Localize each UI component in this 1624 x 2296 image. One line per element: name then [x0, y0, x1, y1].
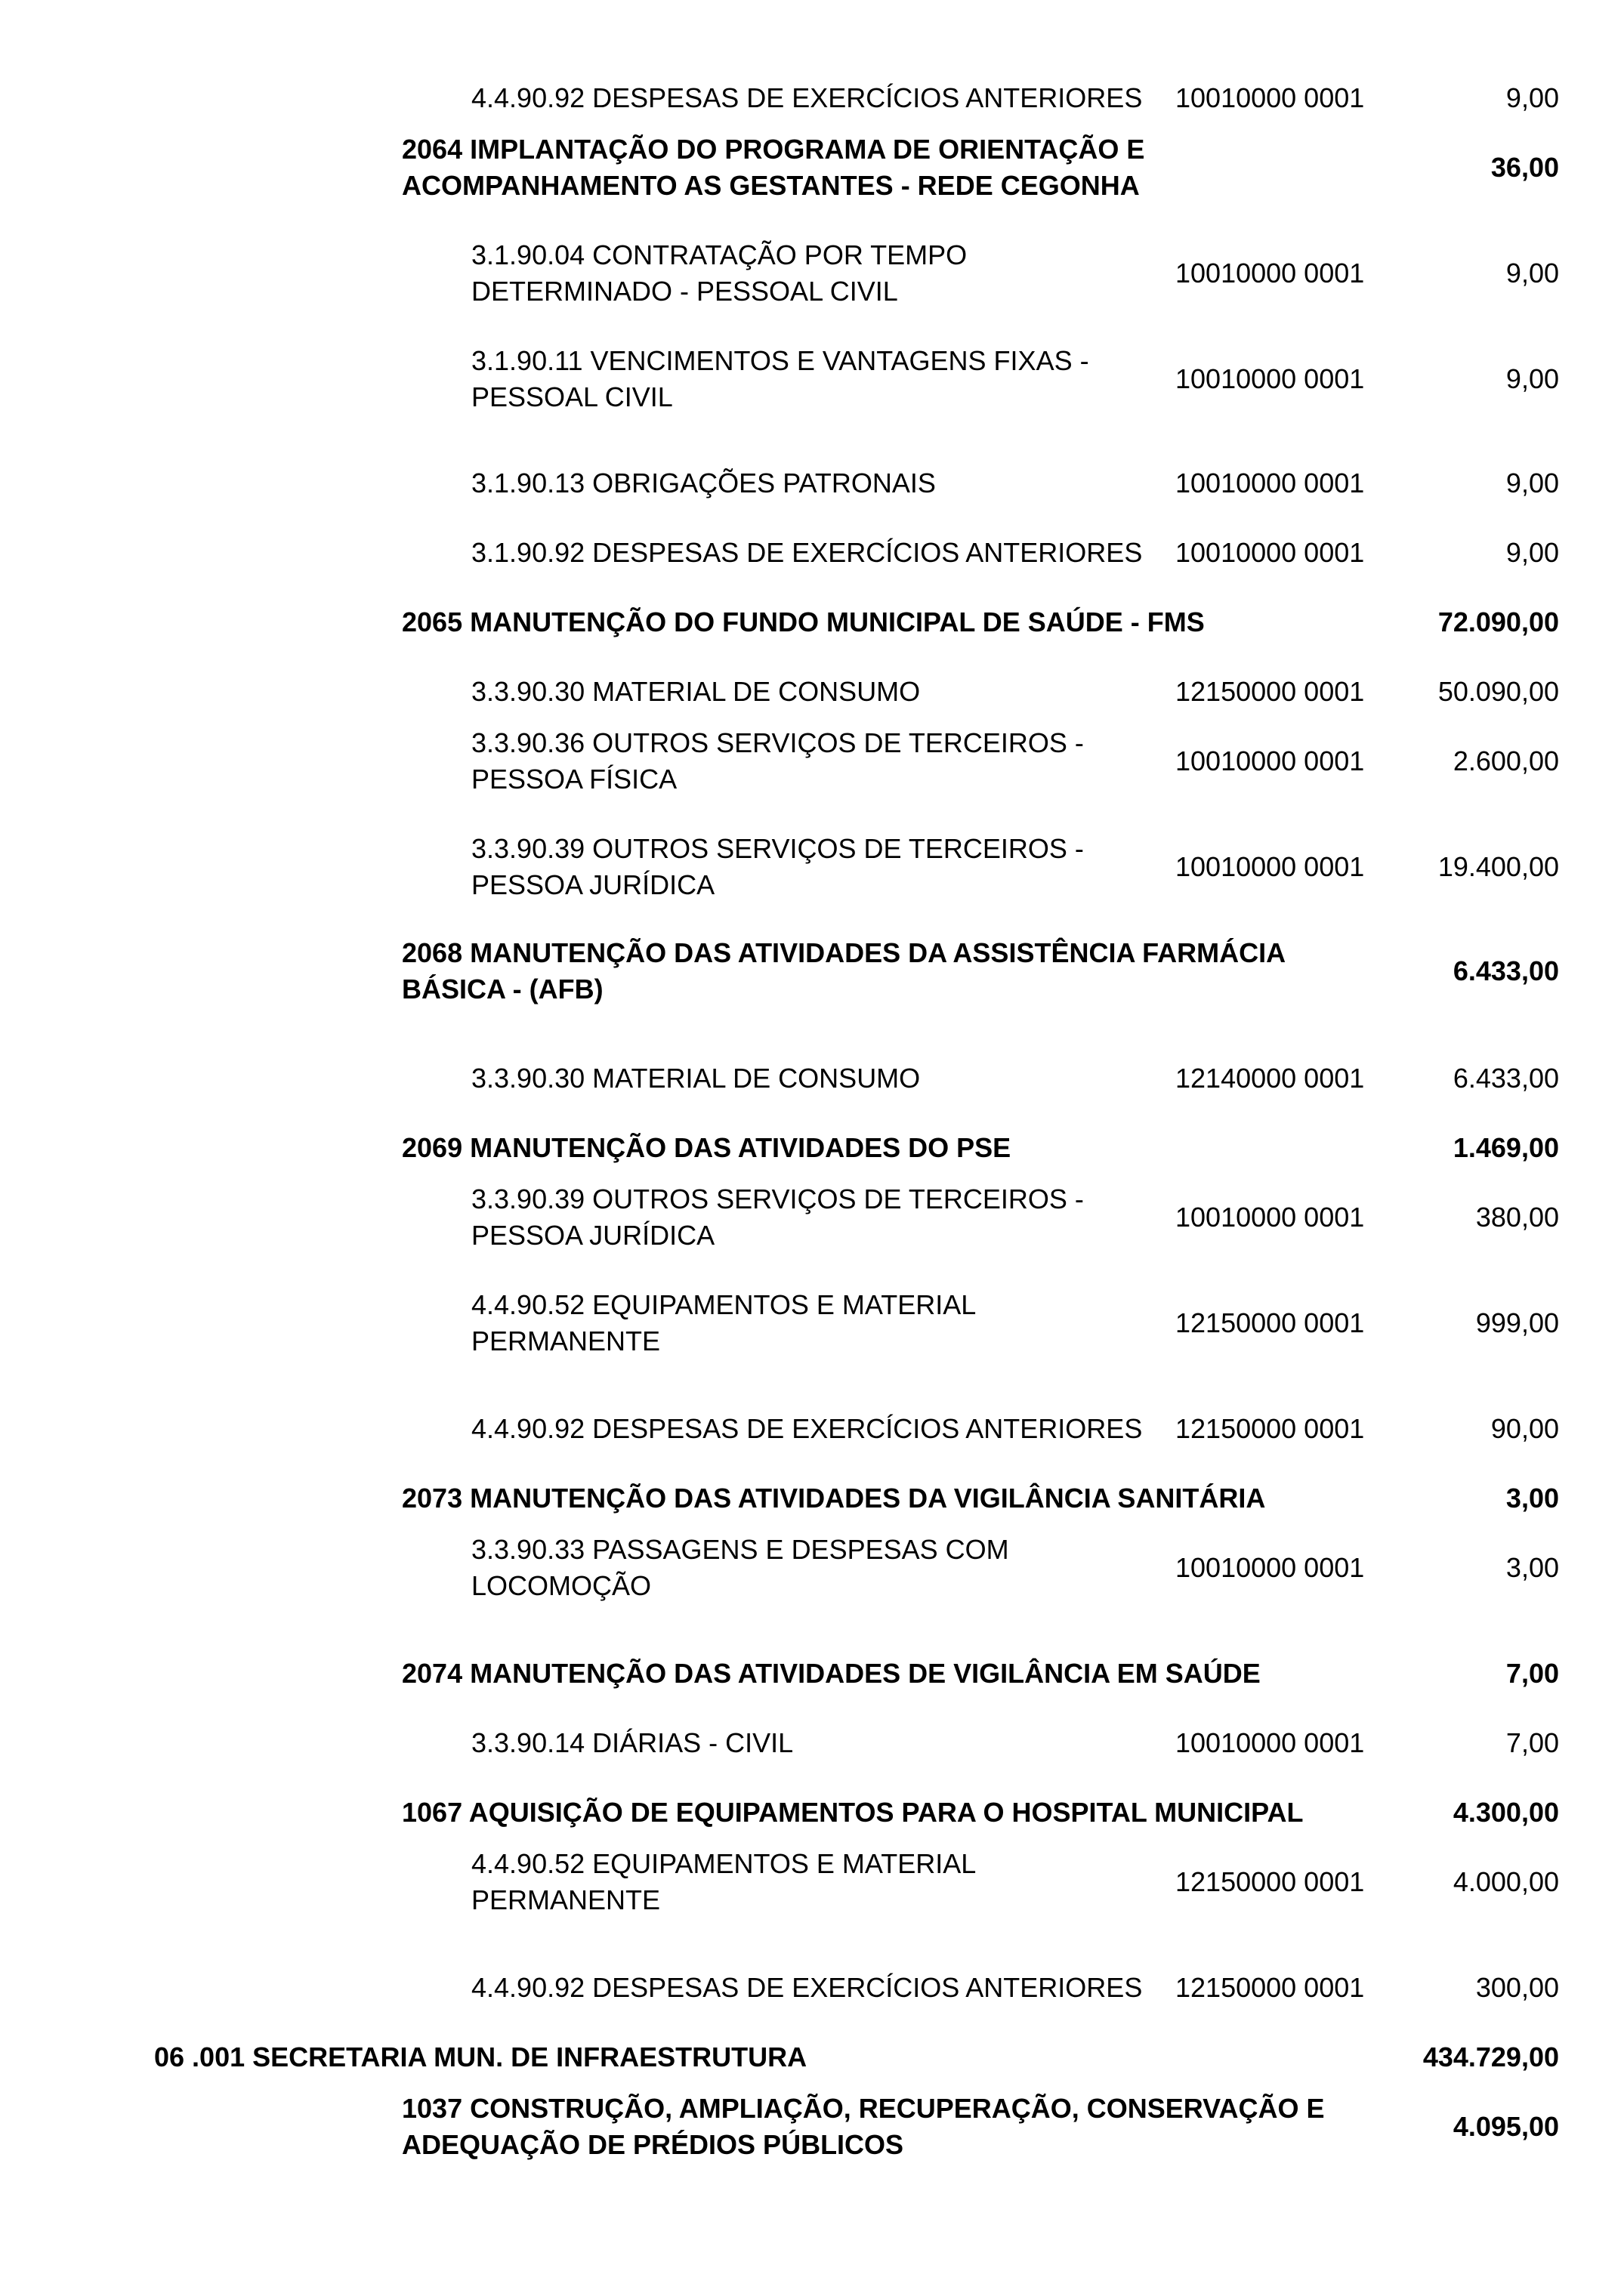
amount-value: 7,00 — [1505, 1658, 1559, 1689]
amount-value: 50.090,00 — [1437, 676, 1559, 707]
row-description — [471, 465, 1151, 501]
row-description — [471, 1287, 1151, 1359]
amount-value: 6.433,00 — [1453, 1063, 1559, 1094]
funding-source: 10010000 0001 — [1175, 363, 1365, 394]
row-description — [471, 674, 1151, 710]
description-line: 3.3.90.39 OUTROS SERVIÇOS DE TERCEIROS - — [471, 833, 1084, 864]
row-description — [402, 1130, 1384, 1166]
description-line: 4.4.90.52 EQUIPAMENTOS E MATERIAL — [471, 1848, 977, 1879]
row-description — [402, 131, 1384, 204]
amount-value: 4.000,00 — [1453, 1866, 1559, 1897]
row-description — [471, 1846, 1151, 1918]
funding-source: 12150000 0001 — [1175, 676, 1365, 707]
funding-source: 12150000 0001 — [1175, 1307, 1365, 1338]
description-line: 2065 MANUTENÇÃO DO FUNDO MUNICIPAL DE SAÚDE - FMS — [402, 606, 1205, 637]
description-line: 1037 CONSTRUÇÃO, AMPLIAÇÃO, RECUPERAÇÃO, CONSERVAÇÃO E — [402, 2093, 1325, 2124]
row-description — [471, 80, 1151, 116]
description-line: 1067 AQUISIÇÃO DE EQUIPAMENTOS PARA O HOSPITAL MUNICIPAL — [402, 1797, 1304, 1828]
description-line: 3.1.90.13 OBRIGAÇÕES PATRONAIS — [471, 468, 936, 498]
amount-value: 7,00 — [1505, 1727, 1559, 1758]
amount-value: 380,00 — [1475, 1202, 1559, 1233]
row-description — [471, 1970, 1151, 2006]
funding-source: 10010000 0001 — [1175, 1202, 1365, 1233]
description-line: BÁSICA - (AFB) — [402, 974, 604, 1004]
amount-value: 3,00 — [1505, 1483, 1559, 1514]
description-line: PESSOA JURÍDICA — [471, 869, 715, 900]
description-line: 4.4.90.92 DESPESAS DE EXERCÍCIOS ANTERIORES — [471, 1972, 1143, 2003]
description-line: 3.1.90.11 VENCIMENTOS E VANTAGENS FIXAS - — [471, 345, 1089, 376]
row-description — [471, 1532, 1151, 1604]
amount-value: 9,00 — [1505, 468, 1559, 498]
funding-source: 10010000 0001 — [1175, 258, 1365, 289]
row-description — [402, 1656, 1384, 1692]
amount-value: 90,00 — [1490, 1413, 1559, 1444]
description-line: 3.1.90.92 DESPESAS DE EXERCÍCIOS ANTERIORES — [471, 537, 1143, 568]
description-line: PERMANENTE — [471, 1325, 661, 1356]
description-line: 2064 IMPLANTAÇÃO DO PROGRAMA DE ORIENTAÇÃO E — [402, 134, 1145, 165]
funding-source: 10010000 0001 — [1175, 1727, 1365, 1758]
description-line: DETERMINADO - PESSOAL CIVIL — [471, 276, 898, 307]
description-line: 3.1.90.04 CONTRATAÇÃO POR TEMPO — [471, 239, 968, 270]
row-description — [402, 604, 1384, 640]
amount-value: 72.090,00 — [1437, 606, 1559, 637]
row-description — [471, 725, 1151, 798]
funding-source: 12150000 0001 — [1175, 1866, 1365, 1897]
description-line: 3.3.90.14 DIÁRIAS - CIVIL — [471, 1727, 794, 1758]
description-line: 3.3.90.30 MATERIAL DE CONSUMO — [471, 676, 921, 707]
description-line: 06 .001 SECRETARIA MUN. DE INFRAESTRUTURA — [154, 2041, 807, 2072]
row-description — [402, 935, 1384, 1008]
amount-value: 6.433,00 — [1453, 955, 1559, 986]
row-description — [471, 343, 1151, 415]
row-description — [471, 1181, 1151, 1254]
description-line: 3.3.90.36 OUTROS SERVIÇOS DE TERCEIROS - — [471, 727, 1084, 758]
amount-value: 1.469,00 — [1453, 1132, 1559, 1163]
funding-source: 12150000 0001 — [1175, 1972, 1365, 2003]
funding-source: 10010000 0001 — [1175, 468, 1365, 498]
row-description — [402, 2091, 1384, 2163]
amount-value: 999,00 — [1475, 1307, 1559, 1338]
row-description — [471, 1725, 1151, 1761]
description-line: 3.3.90.39 OUTROS SERVIÇOS DE TERCEIROS - — [471, 1183, 1084, 1214]
funding-source: 12140000 0001 — [1175, 1063, 1365, 1094]
description-line: ACOMPANHAMENTO AS GESTANTES - REDE CEGONHA — [402, 170, 1140, 201]
description-line: 2074 MANUTENÇÃO DAS ATIVIDADES DE VIGILÂNCIA EM SAÚDE — [402, 1658, 1261, 1689]
row-description — [471, 237, 1151, 310]
description-line: ADEQUAÇÃO DE PRÉDIOS PÚBLICOS — [402, 2129, 904, 2160]
amount-value: 9,00 — [1505, 82, 1559, 113]
funding-source: 10010000 0001 — [1175, 1552, 1365, 1583]
amount-value: 434.729,00 — [1422, 2041, 1559, 2072]
amount-value: 9,00 — [1505, 258, 1559, 289]
description-line: 4.4.90.52 EQUIPAMENTOS E MATERIAL — [471, 1289, 977, 1320]
row-description — [402, 1480, 1384, 1517]
description-line: PESSOA JURÍDICA — [471, 1220, 715, 1251]
funding-source: 10010000 0001 — [1175, 537, 1365, 568]
description-line: 4.4.90.92 DESPESAS DE EXERCÍCIOS ANTERIORES — [471, 1413, 1143, 1444]
description-line: PESSOAL CIVIL — [471, 381, 673, 412]
description-line: LOCOMOÇÃO — [471, 1570, 652, 1601]
description-line: 2073 MANUTENÇÃO DAS ATIVIDADES DA VIGILÂNCIA SANITÁRIA — [402, 1483, 1266, 1514]
row-description — [471, 831, 1151, 903]
description-line: 2068 MANUTENÇÃO DAS ATIVIDADES DA ASSISTÊNCIA FARMÁCIA — [402, 937, 1286, 968]
row-description — [471, 1060, 1151, 1097]
amount-value: 36,00 — [1490, 152, 1559, 183]
row-description — [471, 535, 1151, 571]
amount-value: 9,00 — [1505, 537, 1559, 568]
description-line: 2069 MANUTENÇÃO DAS ATIVIDADES DO PSE — [402, 1132, 1011, 1163]
funding-source: 12150000 0001 — [1175, 1413, 1365, 1444]
amount-value: 2.600,00 — [1453, 745, 1559, 776]
amount-value: 4.095,00 — [1453, 2111, 1559, 2142]
funding-source: 10010000 0001 — [1175, 851, 1365, 882]
amount-value: 4.300,00 — [1453, 1797, 1559, 1828]
description-line: 4.4.90.92 DESPESAS DE EXERCÍCIOS ANTERIORES — [471, 82, 1143, 113]
funding-source: 10010000 0001 — [1175, 82, 1365, 113]
description-line: 3.3.90.33 PASSAGENS E DESPESAS COM — [471, 1534, 1009, 1565]
amount-value: 19.400,00 — [1437, 851, 1559, 882]
row-description — [402, 1795, 1384, 1831]
description-line: PESSOA FÍSICA — [471, 764, 678, 795]
amount-value: 300,00 — [1475, 1972, 1559, 2003]
funding-source: 10010000 0001 — [1175, 745, 1365, 776]
row-description — [471, 1411, 1151, 1447]
description-line: 3.3.90.30 MATERIAL DE CONSUMO — [471, 1063, 921, 1094]
row-description — [154, 2039, 1287, 2075]
amount-value: 3,00 — [1505, 1552, 1559, 1583]
amount-value: 9,00 — [1505, 363, 1559, 394]
description-line: PERMANENTE — [471, 1884, 661, 1915]
